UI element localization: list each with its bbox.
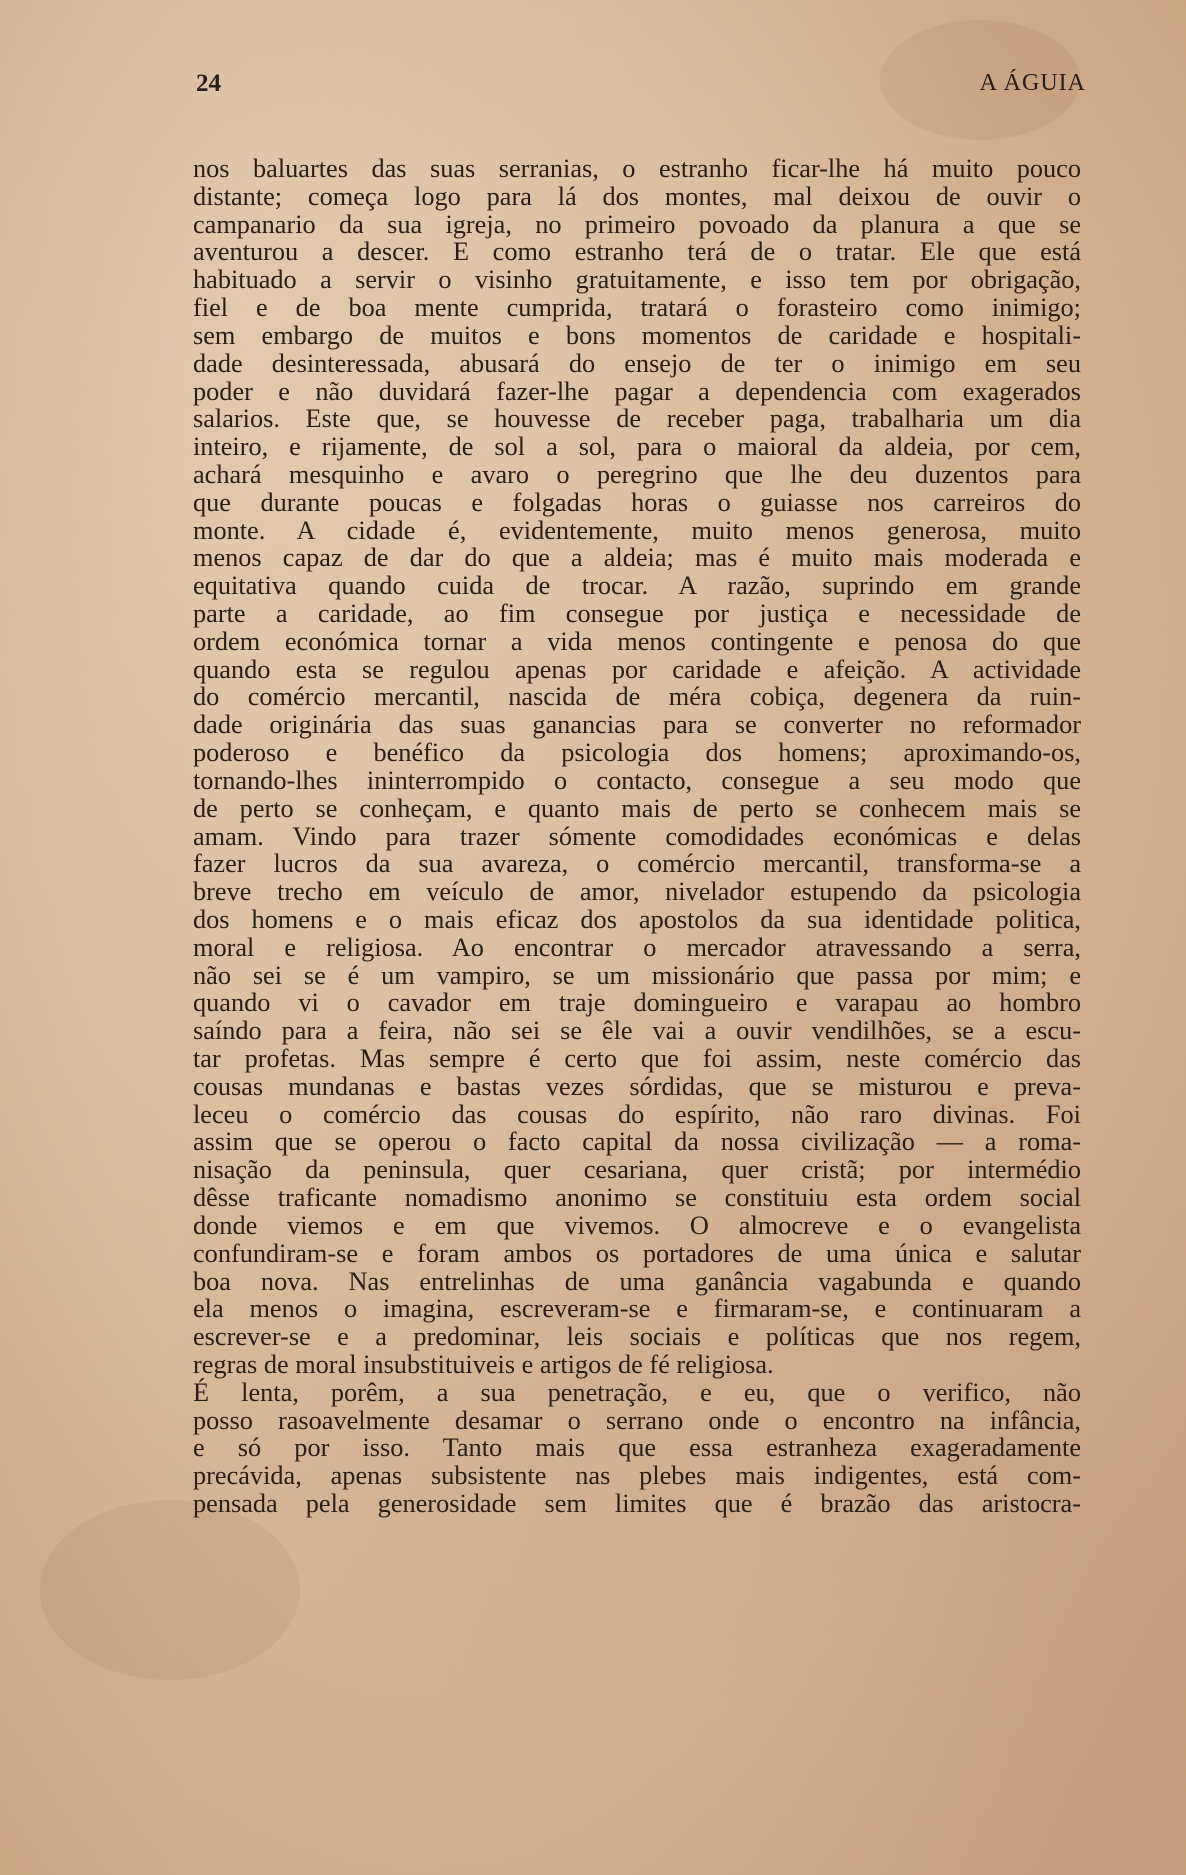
- text-line: aventurou a descer. E como estranho terá de o tratar. Ele que está: [193, 237, 1081, 267]
- text-line: breve trecho em veículo de amor, nivelador estupendo da psicologia: [193, 877, 1081, 907]
- page-number: 24: [196, 70, 221, 97]
- text-line: boa nova. Nas entrelinhas de uma ganância vagabunda e quando: [193, 1266, 1081, 1296]
- running-head: A ÁGUIA: [979, 70, 1086, 96]
- text-line: assim que se operou o facto capital da nossa civilização — a roma-: [193, 1127, 1081, 1157]
- paper-stain: [40, 1500, 300, 1680]
- text-line: saíndo para a feira, não sei se êle vai a ouvir vendilhões, se a escu-: [193, 1016, 1081, 1046]
- text-line: dêsse traficante nomadismo anonimo se constituiu esta ordem social: [193, 1183, 1081, 1213]
- text-line: dade desinteressada, abusará do ensejo de ter o inimigo em seu: [193, 348, 1081, 378]
- text-line: de perto se conheçam, e quanto mais de perto se conhecem mais se: [193, 793, 1081, 823]
- text-line: confundiram-se e foram ambos os portadores de uma única e salutar: [193, 1238, 1081, 1268]
- text-line: amam. Vindo para trazer sómente comodidades económicas e delas: [193, 821, 1081, 851]
- text-line: menos capaz de dar do que a aldeia; mas é muito mais moderada e: [193, 543, 1081, 573]
- text-line: poder e não duvidará fazer-lhe pagar a dependencia com exagerados: [193, 376, 1081, 406]
- text-line: inteiro, e rijamente, de sol a sol, para o maioral da aldeia, por cem,: [193, 432, 1081, 462]
- text-line: quando esta se regulou apenas por caridade e afeição. A actividade: [193, 654, 1081, 684]
- text-line: sem embargo de muitos e bons momentos de caridade e hospitali-: [193, 320, 1081, 350]
- text-line: nisação da peninsula, quer cesariana, quer cristã; por intermédio: [193, 1155, 1081, 1185]
- text-line: fiel e de boa mente cumprida, tratará o forasteiro como inimigo;: [193, 293, 1081, 323]
- text-line: salarios. Este que, se houvesse de receber paga, trabalharia um dia: [193, 404, 1081, 434]
- page-header: [196, 70, 1086, 100]
- text-line: cousas mundanas e bastas vezes sórdidas, que se misturou e preva-: [193, 1071, 1081, 1101]
- text-line: achará mesquinho e avaro o peregrino que lhe deu duzentos para: [193, 459, 1081, 489]
- text-line: não sei se é um vampiro, se um missionário que passa por mim; e: [193, 960, 1081, 990]
- text-line: parte a caridade, ao fim consegue por justiça e necessidade de: [193, 599, 1081, 628]
- text-line: donde viemos e em que vivemos. O almocreve e o evangelista: [193, 1210, 1081, 1240]
- text-line: dade originária das suas ganancias para se converter no reformador: [193, 710, 1081, 740]
- text-line: tar profetas. Mas sempre é certo que foi assim, neste comércio das: [193, 1044, 1081, 1073]
- text-line: ela menos o imagina, escreveram-se e firmaram-se, e continuaram a: [193, 1294, 1081, 1324]
- text-line: fazer lucros da sua avareza, o comércio mercantil, transforma-se a: [193, 849, 1081, 879]
- text-line: precávida, apenas subsistente nas plebes mais indigentes, está com-: [193, 1461, 1081, 1491]
- text-line: posso rasoavelmente desamar o serrano onde o encontro na infância,: [193, 1405, 1081, 1435]
- text-line: distante; começa logo para lá dos montes, mal deixou de ouvir o: [193, 181, 1081, 211]
- text-line: quando vi o cavador em traje domingueiro e varapau ao hombro: [193, 988, 1081, 1018]
- text-line: do comércio mercantil, nascida de méra cobiça, degenera da ruin-: [193, 682, 1081, 712]
- text-line: regras de moral insubstituiveis e artigos de fé religiosa.: [193, 1349, 774, 1379]
- text-line: leceu o comércio das cousas do espírito, não raro divinas. Foi: [193, 1099, 1081, 1129]
- text-line: campanario da sua igreja, no primeiro povoado da planura a que se: [193, 209, 1081, 239]
- text-line: que durante poucas e folgadas horas o guiasse nos carreiros do: [193, 487, 1081, 517]
- text-line: tornando-lhes ininterrompido o contacto, consegue a seu modo que: [193, 765, 1081, 795]
- text-line: pensada pela generosidade sem limites que é brazão das aristocra-: [193, 1489, 1081, 1518]
- text-line: dos homens e o mais eficaz dos apostolos da sua identidade politica,: [193, 904, 1081, 934]
- text-line: É lenta, porêm, a sua penetração, e eu, que o verifico, não: [193, 1377, 1081, 1407]
- text-line: habituado a servir o visinho gratuitamente, e isso tem por obrigação,: [193, 265, 1081, 295]
- text-line: equitativa quando cuida de trocar. A razão, suprindo em grande: [193, 571, 1081, 601]
- text-line: ordem económica tornar a vida menos contingente e penosa do que: [193, 626, 1081, 656]
- text-line: nos baluartes das suas serranias, o estranho ficar-lhe há muito pouco: [193, 154, 1081, 183]
- text-line: escrever-se e a predominar, leis sociais e políticas que nos regem,: [193, 1322, 1081, 1352]
- body-text: [193, 155, 1081, 1518]
- text-line: poderoso e benéfico da psicologia dos homens; aproximando-os,: [193, 738, 1081, 768]
- text-line: e só por isso. Tanto mais que essa estranheza exageradamente: [193, 1433, 1081, 1463]
- text-line: monte. A cidade é, evidentemente, muito menos generosa, muito: [193, 515, 1081, 545]
- text-line: moral e religiosa. Ao encontrar o mercador atravessando a serra,: [193, 932, 1081, 962]
